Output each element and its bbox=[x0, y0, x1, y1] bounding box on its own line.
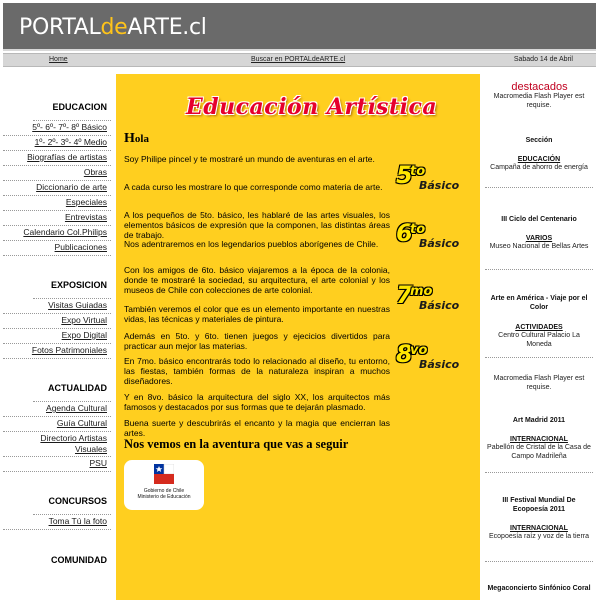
feature-2-desc: Museo Nacional de Bellas Artes bbox=[489, 243, 589, 250]
feature-4-title: Art Madrid 2011 bbox=[512, 417, 566, 424]
greeting-rest: ola bbox=[134, 133, 149, 145]
badge-7mo-basico[interactable] bbox=[396, 282, 466, 316]
logo-arte: ARTE.cl bbox=[127, 15, 207, 40]
left-sidebar bbox=[3, 74, 111, 600]
fifth-grade-paragraph: A los pequeños de 5to. básico, les hablaré de las artes visuales, los elementos básicos de expresión que la componen, las distintas áreas de trabajo. bbox=[124, 210, 390, 240]
feature-4-link[interactable]: INTERNACIONAL bbox=[510, 436, 568, 443]
badge-level: Básico bbox=[419, 358, 460, 371]
eighth-grade-paragraph: Y en 8vo. básico la arquitectura del siglo XX, los arquitectos más famosos y destacados por sus formas que te dejarán plasmado. bbox=[124, 392, 390, 412]
sidebar-item-directorio-artistas[interactable]: Directorio Artistas Visuales bbox=[3, 432, 111, 457]
flash-notice-2: Macromedia Flash Player est requise. bbox=[493, 375, 585, 391]
sidebar-item-visitas-guiadas[interactable]: Visitas Guiadas bbox=[3, 299, 111, 314]
closing-heading: Nos vemos en la aventura que vas a seguir bbox=[124, 437, 349, 451]
sidebar-item-entrevistas[interactable]: Entrevistas bbox=[3, 211, 111, 226]
section-title-comunidad: COMUNIDAD bbox=[51, 555, 107, 565]
sidebar-item-expo-virtual[interactable]: Expo Virtual bbox=[3, 314, 111, 329]
ministry-name-line1: Gobierno de Chile bbox=[143, 488, 185, 494]
badge-number: 8 bbox=[396, 340, 413, 368]
badge-level: Básico bbox=[419, 237, 460, 250]
sidebar-item-toma-tu-foto[interactable]: Toma Tú la foto bbox=[3, 515, 111, 530]
divider bbox=[485, 269, 593, 270]
page-title: Educación Artística bbox=[186, 94, 438, 120]
feature-1-desc: Campaña de ahorro de energía bbox=[490, 164, 588, 171]
sidebar-item-publicaciones[interactable]: Publicaciones bbox=[3, 241, 111, 256]
sidebar-item-expo-digital[interactable]: Expo Digital bbox=[3, 329, 111, 344]
sidebar-item-calendario[interactable]: Calendario Col.Philips bbox=[3, 226, 111, 241]
greeting-initial: H bbox=[124, 131, 135, 146]
site-logo[interactable] bbox=[19, 15, 207, 40]
badge-number: 6 bbox=[396, 219, 413, 247]
badge-number: 7 bbox=[396, 281, 413, 309]
feature-5-title: III Festival Mundial De Ecopoesía 2011 bbox=[502, 497, 576, 513]
logo-de: de bbox=[100, 15, 128, 40]
seventh-grade-paragraph: En 7mo. básico encontrarás todo lo relacionado al diseño, tu entorno, las fiestas, también formas de la naturaleza inspiran a muchos diseñadores. bbox=[124, 356, 390, 386]
sidebar-item-guia-cultural[interactable]: Guía Cultural bbox=[3, 417, 111, 432]
games-paragraph: Además en 5to. y 6to. tienen juegos y ejecicios divertidos para practicar aun mejor las materias. bbox=[124, 331, 390, 351]
sidebar-item-agenda-cultural[interactable]: Agenda Cultural bbox=[3, 402, 111, 417]
divider bbox=[485, 357, 593, 358]
divider bbox=[485, 187, 593, 188]
site-header bbox=[3, 3, 596, 51]
sidebar-item-fotos-patrimoniales[interactable]: Fotos Patrimoniales bbox=[3, 344, 111, 359]
section-title-concursos: CONCURSOS bbox=[48, 496, 107, 506]
badge-8vo-basico[interactable] bbox=[396, 341, 466, 375]
badge-level: Básico bbox=[419, 299, 460, 312]
badge-level: Básico bbox=[419, 179, 460, 192]
courses-paragraph: A cada curso les mostrare lo que corresponde como materia de arte. bbox=[124, 182, 383, 192]
feature-3-desc: Centro Cultural Palacio La Moneda bbox=[498, 332, 580, 348]
feature-2-link[interactable]: VARIOS bbox=[525, 235, 553, 242]
sidebar-item-psu[interactable]: PSU bbox=[3, 457, 111, 472]
feature-5-link[interactable]: INTERNACIONAL bbox=[510, 525, 568, 532]
badge-suffix: mo bbox=[410, 284, 433, 299]
divider bbox=[485, 561, 593, 562]
feature-4-desc: Pabellón de Cristal de la Casa de Campo Madrileña bbox=[487, 444, 591, 460]
sidebar-item-obras[interactable]: Obras bbox=[3, 166, 111, 181]
feature-3-title: Arte en América - Viaje por el Color bbox=[490, 295, 588, 311]
main-content bbox=[116, 74, 480, 600]
badge-suffix: vo bbox=[410, 343, 428, 358]
search-link[interactable]: Buscar en PORTALdeARTE.cl bbox=[251, 56, 346, 63]
ministry-name-line2: Ministerio de Educación bbox=[137, 494, 191, 500]
badge-5to-basico[interactable] bbox=[396, 162, 466, 196]
section-title-actualidad: ACTUALIDAD bbox=[48, 383, 107, 393]
current-date: Sabado 14 de Abril bbox=[513, 56, 573, 63]
badge-suffix: to bbox=[410, 164, 426, 179]
sidebar-item-biografias[interactable]: Biografías de artistas bbox=[3, 151, 111, 166]
sidebar-item-basico[interactable]: 5º- 6º- 7º- 8º Básico bbox=[3, 121, 111, 136]
divider bbox=[485, 472, 593, 473]
sidebar-item-medio[interactable]: 1º- 2º- 3º- 4º Medio bbox=[3, 136, 111, 151]
greeting-heading bbox=[124, 131, 149, 147]
sidebar-item-diccionario[interactable]: Diccionario de arte bbox=[3, 181, 111, 196]
sixth-grade-paragraph: Con los amigos de 6to. básico viajaremos a la época de la colonia, donde te mostraré la sociedad, su arquitectura, el arte colonial y los museos de Chile con colecciones de arte colonial. bbox=[124, 265, 390, 295]
right-sidebar bbox=[483, 74, 596, 600]
top-navbar bbox=[3, 53, 596, 67]
feature-5-desc: Ecopoesía raíz y voz de la tierra bbox=[489, 533, 589, 540]
section-title-exposicion: EXPOSICION bbox=[50, 280, 107, 290]
feature-2-title: III Ciclo del Centenario bbox=[501, 216, 577, 223]
badge-number: 5 bbox=[396, 161, 413, 189]
home-link[interactable]: Home bbox=[49, 56, 68, 63]
featured-title: destacados bbox=[511, 81, 568, 93]
good-luck-paragraph: Buena suerte y descubrirás el encanto y la magia que encierran las artes. bbox=[124, 418, 390, 438]
ministry-logo[interactable] bbox=[124, 460, 204, 510]
feature-1-title: Sección bbox=[525, 137, 553, 144]
feature-6-title: Megaconcierto Sinfónico Coral bbox=[487, 585, 591, 592]
logo-portal: PORTAL bbox=[19, 15, 101, 40]
intro-paragraph: Soy Philipe pincel y te mostraré un mundo de aventuras en el arte. bbox=[124, 154, 375, 164]
feature-3-link[interactable]: ACTIVIDADES bbox=[515, 324, 563, 331]
chile-emblem-icon bbox=[154, 464, 174, 484]
sixth-grade-paragraph-2: También veremos el color que es un elemento importante en nuestras vidas, las técnicas y materiales de pintura. bbox=[124, 304, 390, 324]
sidebar-item-especiales[interactable]: Especiales bbox=[3, 196, 111, 211]
fifth-grade-paragraph-2: Nos adentraremos en los legendarios pueblos aborígenes de Chile. bbox=[124, 239, 379, 249]
badge-suffix: to bbox=[410, 222, 426, 237]
section-title-educacion: EDUCACION bbox=[52, 102, 107, 112]
badge-6to-basico[interactable] bbox=[396, 220, 466, 254]
flash-notice-1: Macromedia Flash Player est requise. bbox=[493, 93, 585, 109]
feature-1-link[interactable]: EDUCACIÓN bbox=[517, 156, 561, 163]
